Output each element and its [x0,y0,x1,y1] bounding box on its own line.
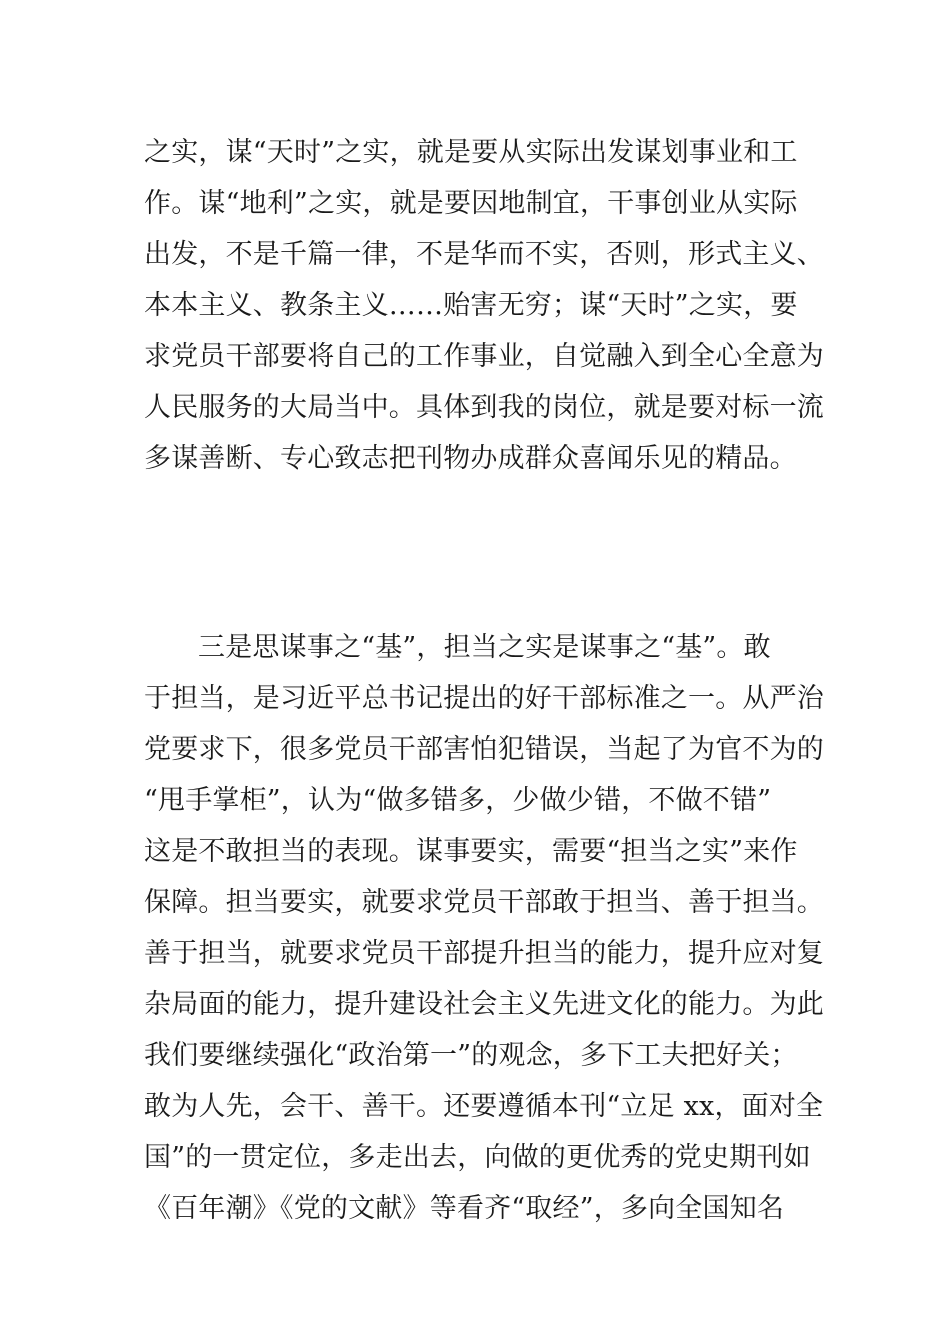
paragraph-1 [144,127,824,484]
paragraph-line: 求党员干部要将自己的工作事业，自觉融入到全心全意为 [144,341,824,372]
paragraph-line: 于担当，是习近平总书记提出的好干部标准之一。从严治 [144,683,824,714]
paragraph-line: 善于担当，就要求党员干部提升担当的能力，提升应对复 [144,938,824,969]
paragraph-2 [144,622,824,1234]
paragraph-line: 党要求下，很多党员干部害怕犯错误，当起了为官不为的 [144,734,824,765]
paragraph-line: 我们要继续强化“政治第一”的观念，多下工夫把好关； [144,1040,798,1071]
paragraph-line: 作。谋“地利”之实，就是要因地制宜，干事创业从实际 [144,188,798,219]
paragraph-line: 敢为人先，会干、善干。还要遵循本刊“立足 xx，面对全 [144,1091,824,1122]
paragraph-line: 《百年潮》《党的文献》等看齐“取经”，多向全国知名 [144,1193,785,1224]
paragraph-line: 之实，谋“天时”之实，就是要从实际出发谋划事业和工 [144,137,798,168]
paragraph-line: 保障。担当要实，就要求党员干部敢于担当、善于担当。 [144,887,824,918]
paragraph-line: 杂局面的能力，提升建设社会主义先进文化的能力。为此 [144,989,824,1020]
paragraph-line: 人民服务的大局当中。具体到我的岗位，就是要对标一流 [144,392,824,423]
paragraph-line: “甩手掌柜”，认为“做多错多，少做少错，不做不错” [144,785,772,816]
paragraph-line: 多谋善断、专心致志把刊物办成群众喜闻乐见的精品。 [144,443,797,474]
paragraph-first-line: 三是思谋事之“基”，担当之实是谋事之“基”。敢 [198,632,771,663]
paragraph-line: 出发，不是千篇一律，不是华而不实，否则，形式主义、 [144,239,824,270]
paragraph-line: 国”的一贯定位，多走出去，向做的更优秀的党史期刊如 [144,1142,811,1173]
paragraph-line: 本本主义、教条主义……贻害无穷；谋“天时”之实，要 [144,290,798,321]
paragraph-line: 这是不敢担当的表现。谋事要实，需要“担当之实”来作 [144,836,798,867]
